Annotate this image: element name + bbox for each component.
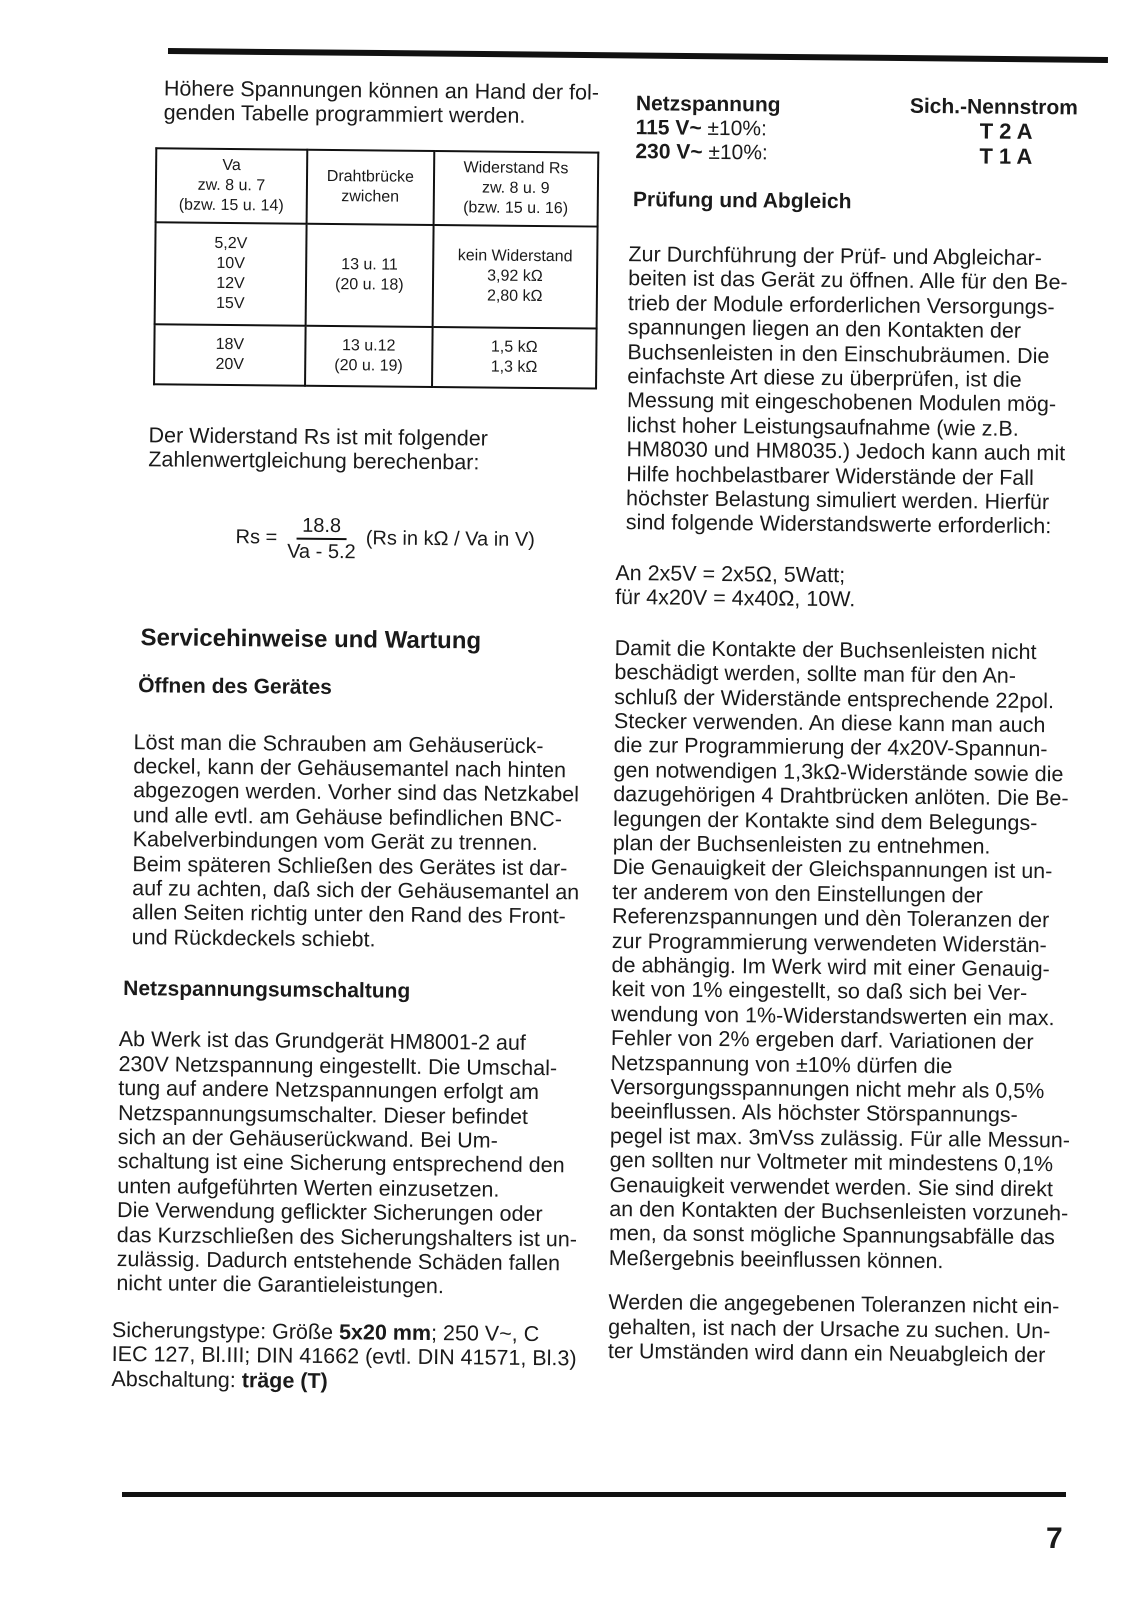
open-title: Öffnen des Gerätes xyxy=(138,673,332,699)
formula-denominator: Va - 5.2 xyxy=(287,540,356,563)
text-line: auf zu achten, daß sich der Gehäusemantel an xyxy=(132,876,580,905)
text-line: kein Widerstand xyxy=(457,247,573,266)
text-line: die zur Programmierung der 4x20V-Spannun- xyxy=(613,733,1048,762)
rs-paragraph xyxy=(120,423,610,477)
contacts-paragraph xyxy=(609,636,1105,1275)
text-line: sind folgende Widerstandswerte erforderlich: xyxy=(625,510,1052,539)
section-title: Servicehinweise und Wartung xyxy=(140,623,482,655)
text-line: abgezogen werden. Vorher sind das Netzkabel xyxy=(133,778,580,807)
text-line: (20 u. 18) xyxy=(335,275,404,294)
text-line: nicht unter die Garantieleistungen. xyxy=(116,1271,445,1299)
formula-numerator: 18.8 xyxy=(296,513,347,539)
text-line: Beim späteren Schließen des Gerätes ist dar- xyxy=(132,851,568,880)
text-line: und alle evtl. am Gehäuse befindlichen BNC- xyxy=(132,802,563,832)
text-line: trieb der Module erforderlichen Versorgungs- xyxy=(627,290,1055,319)
text-line: an den Kontakten der Buchsenleisten vorzuneh- xyxy=(609,1196,1069,1226)
check-title: Prüfung und Abgleich xyxy=(632,188,852,214)
text-line: lichst hoher Leistungsaufnahme (wie z.B. xyxy=(626,412,1019,441)
text-line: deckel, kann der Gehäusemantel nach hinten xyxy=(133,754,567,783)
text-line: und Rückdeckels schiebt. xyxy=(131,924,376,952)
text-line: schluß der Widerstände entsprechende 22pol. xyxy=(614,684,1055,713)
load-paragraph xyxy=(615,561,1105,615)
text-line: gehalten, ist nach der Ursache zu suchen. Un- xyxy=(608,1314,1051,1343)
text-line: tung auf andere Netzspannungen erfolgt am xyxy=(118,1076,540,1105)
text-line: Zur Durchführung der Prüf- und Abgleichar- xyxy=(628,242,1043,271)
text-line: 230V Netzspannung eingestellt. Die Umschal- xyxy=(118,1051,558,1080)
text-line: 5,2V xyxy=(214,234,248,253)
text-line: Höhere Spannungen können an Hand der fol- xyxy=(163,76,600,105)
text-line: Meßergebnis beeinflussen können. xyxy=(608,1245,944,1274)
text-line: HM8030 und HM8035.) Jedoch kann auch mit xyxy=(626,437,1066,466)
text-line: Fehler von 2% ergeben darf. Variationen der xyxy=(610,1026,1034,1055)
check-paragraph xyxy=(616,242,1109,540)
intro-paragraph xyxy=(124,76,614,130)
text-line: 2,80 kΩ xyxy=(486,287,543,305)
text-line: für 4x20V = 4x40Ω, 10W. xyxy=(615,585,856,612)
text-line: Kabelverbindungen vom Gerät zu trennen. xyxy=(132,827,538,856)
formula-lhs: Rs = xyxy=(235,526,278,549)
rs-formula xyxy=(235,513,609,567)
header-bridge xyxy=(307,150,434,225)
formula-note: (Rs in kΩ / Va in V) xyxy=(365,527,535,552)
text-line: 18V xyxy=(215,335,245,353)
text-line: Damit die Kontakte der Buchsenleisten nicht xyxy=(614,635,1037,664)
text-line: (bzw. 15 u. 14) xyxy=(178,196,284,215)
fuse-paragraph: Sicherungstype: Größe 5x20 mm; 250 V~, C IEC 127, Bl.III; DIN 41662 (evtl. DIN 41571, Bl.3) Abschaltung: träge (T) xyxy=(111,1317,577,1393)
text-line: gen notwendigen 1,3kΩ-Widerstände sowie die xyxy=(613,757,1064,787)
cell-bridge xyxy=(306,224,434,327)
cell-va xyxy=(154,324,306,385)
table-row xyxy=(154,324,597,388)
text-line: Ab Werk ist das Grundgerät HM8001-2 auf xyxy=(118,1027,526,1056)
text-line: höchster Belastung simuliert werden. Hierfür xyxy=(625,486,1050,515)
header-mains-voltage: Netzspannung xyxy=(635,92,781,117)
text-line: men, da sonst mögliche Spannungsabfälle das xyxy=(608,1221,1055,1250)
text-line: Löst man die Schrauben am Gehäuserück- xyxy=(133,729,544,758)
fuse-115: T 2 A xyxy=(979,118,1033,144)
text-line: Netzspannung von ±10% dürfen die xyxy=(610,1050,953,1078)
text-line: 1,5 kΩ xyxy=(490,338,538,356)
left-column xyxy=(111,76,614,1396)
text-line: beschädigt werden, sollte man für den An- xyxy=(614,660,1017,688)
text-line: Netzspannungsumschalter. Dieser befindet xyxy=(117,1100,529,1129)
open-paragraph xyxy=(116,730,608,954)
text-line: zur Programmierung verwendeten Widerstän- xyxy=(611,928,1047,957)
text-line: schaltung ist eine Sicherung entsprechend den xyxy=(117,1149,565,1178)
text-line: keit von 1% eingestellt, so daß sich bei Ver- xyxy=(611,977,1028,1006)
text-line: gen sollten nur Voltmeter mit mindestens 0,1% xyxy=(609,1148,1054,1177)
cell-bridge xyxy=(305,326,432,387)
text-line: sich an der Gehäuserückwand. Bei Um- xyxy=(117,1124,498,1153)
text-line: Stecker verwenden. An diese kann man auch xyxy=(613,708,1046,738)
text-line: einfachste Art diese zu überprüfen, ist die xyxy=(627,364,1022,392)
page-number: 7 xyxy=(1046,1522,1063,1555)
bottom-rule xyxy=(122,1492,1066,1497)
mains-fuse-table xyxy=(619,92,1110,171)
text-line: zwichen xyxy=(341,187,400,206)
text-line: zulässig. Dadurch entstehende Schäden fallen xyxy=(116,1246,561,1276)
table-header-row xyxy=(156,148,599,226)
text-line: pegel ist max. 3mVss zulässig. Für alle Messun- xyxy=(609,1123,1071,1153)
text-line: plan der Buchsenleisten zu entnehmen. xyxy=(612,830,991,859)
text-line: 13 u.12 xyxy=(341,336,396,355)
text-line: Zahlenwertgleichung berechenbar: xyxy=(148,447,480,475)
cell-resistor xyxy=(432,327,597,389)
text-line: zw. 8 u. 9 xyxy=(481,179,550,197)
voltage-230: 230 V~ ±10%: xyxy=(635,140,768,165)
text-line: Widerstand Rs xyxy=(463,159,569,178)
text-line: (bzw. 15 u. 16) xyxy=(463,199,569,218)
table-row xyxy=(155,222,598,328)
cell-va xyxy=(155,222,307,325)
text-line: dazugehörigen 4 Drahtbrücken anlöten. Die Be- xyxy=(613,782,1069,811)
fuse-230: T 1 A xyxy=(979,143,1033,169)
text-line: legungen der Kontakte sind dem Belegungs- xyxy=(612,806,1038,835)
text-line: Werden die angegebenen Toleranzen nicht ein- xyxy=(608,1290,1060,1319)
text-line: Messung mit eingeschobenen Modulen mög- xyxy=(626,388,1057,417)
text-line: ter anderem von den Einstellungen der xyxy=(612,879,983,908)
header-fuse-current: Sich.-Nennstrom xyxy=(909,94,1079,120)
text-line: zw. 8 u. 7 xyxy=(197,176,266,195)
header-va xyxy=(156,148,308,223)
mains-paragraph xyxy=(112,1027,605,1300)
programming-table xyxy=(153,147,599,389)
text-line: 12V xyxy=(216,274,245,292)
text-line: 10V xyxy=(216,254,246,272)
text-line: genden Tabelle programmiert werden. xyxy=(163,100,526,129)
text-line: 15V xyxy=(215,294,245,312)
text-line: Drahtbrücke xyxy=(326,167,415,186)
text-line: unten aufgeführten Werten einzusetzen. xyxy=(117,1173,500,1202)
text-line: Genauigkeit verwendet werden. Sie sind direkt xyxy=(609,1172,1053,1201)
text-line: Die Verwendung geflickter Sicherungen oder xyxy=(116,1198,543,1227)
text-line: spannungen liegen an den Kontakten der xyxy=(627,315,1022,344)
text-line: beiten ist das Gerät zu öffnen. Alle für den Be- xyxy=(628,266,1068,295)
text-line: allen Seiten richtig unter den Rand des Front- xyxy=(131,900,566,929)
text-line: (20 u. 19) xyxy=(334,356,403,375)
text-line: Der Widerstand Rs ist mit folgender xyxy=(148,423,488,451)
text-line: das Kurzschließen des Sicherungshalters ist un- xyxy=(116,1222,578,1251)
text-line: 3,92 kΩ xyxy=(487,267,543,285)
text-line: 20V xyxy=(215,355,245,373)
header-resistor xyxy=(433,151,598,227)
cell-resistor xyxy=(432,225,597,329)
text-line: Hilfe hochbelastbarer Widerstände der Fall xyxy=(626,461,1034,490)
text-line: 13 u. 11 xyxy=(341,255,398,274)
text-line: beeinflussen. Als höchster Störspannungs- xyxy=(610,1099,1018,1128)
text-line: Referenzspannungen und dèn Toleranzen der xyxy=(611,904,1050,933)
text-line: ter Umständen wird dann ein Neuabgleich der xyxy=(607,1339,1046,1368)
text-line: Va xyxy=(222,156,241,174)
text-line: Die Genauigkeit der Gleichspannungen ist un- xyxy=(612,855,1053,884)
text-line: wendung von 1%-Widerstandswerten ein max. xyxy=(611,1001,1055,1030)
voltage-115: 115 V~ ±10%: xyxy=(635,116,767,141)
text-line: Versorgungsspannungen nicht mehr als 0,5% xyxy=(610,1074,1045,1104)
tolerance-paragraph xyxy=(608,1290,1099,1368)
text-line: de abhängig. Im Werk wird mit einer Genauig- xyxy=(611,952,1050,982)
text-line: 1,3 kΩ xyxy=(490,358,538,376)
text-line: Buchsenleisten in den Einschubräumen. Die xyxy=(627,339,1050,368)
right-column xyxy=(608,92,1110,1368)
top-rule xyxy=(168,48,1108,63)
formula-fraction xyxy=(287,513,356,564)
text-line: An 2x5V = 2x5Ω, 5Watt; xyxy=(615,560,846,588)
mains-title: Netzspannungsumschaltung xyxy=(123,977,411,1004)
